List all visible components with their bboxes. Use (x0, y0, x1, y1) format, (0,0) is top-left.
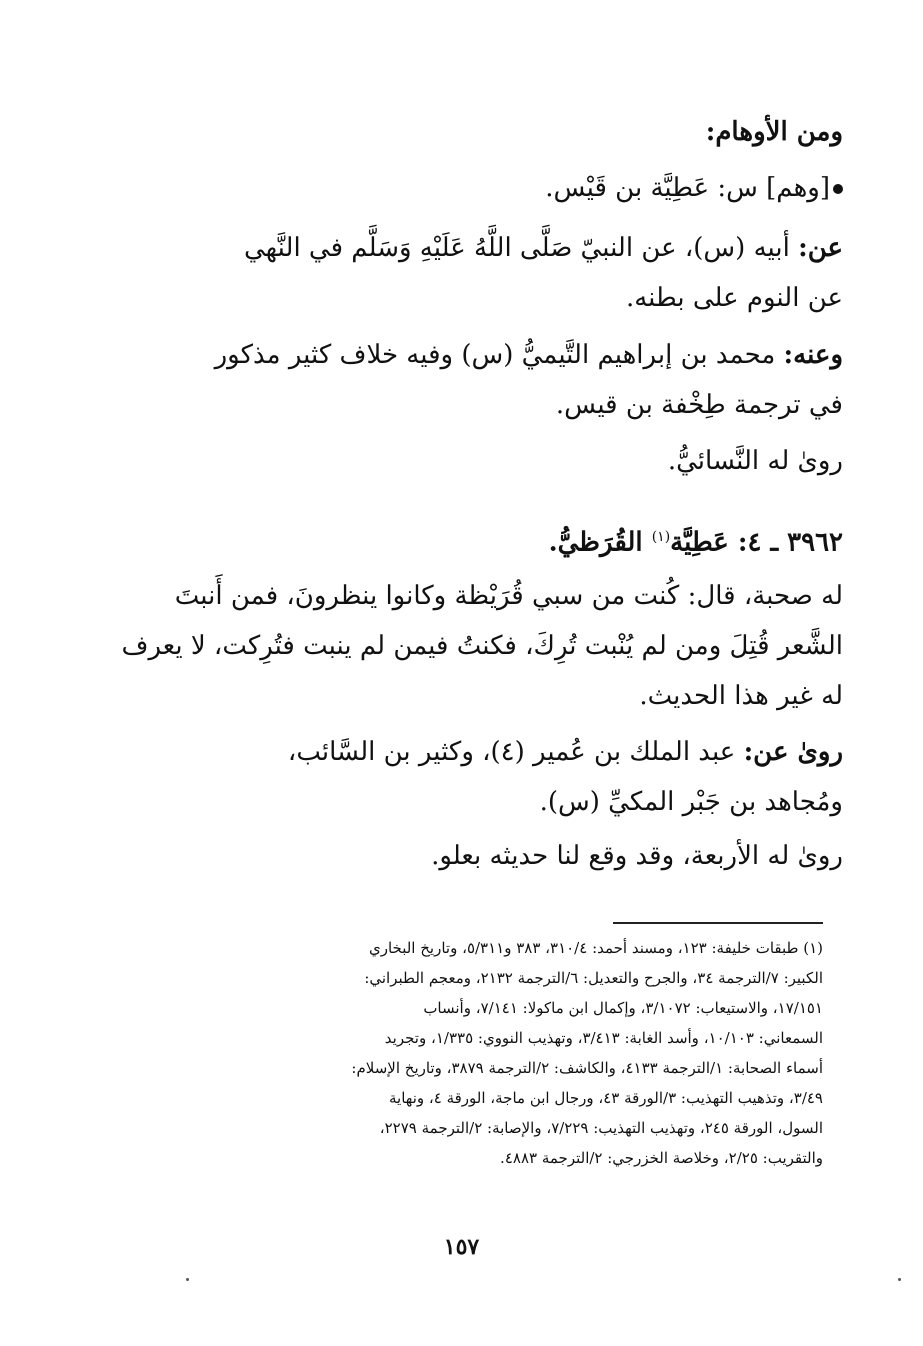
desc-line-2: الشَّعر قُتِلَ ومن لم يُنْبت تُرِكَ، فكنتُ فيمن لم ينبت فتُرِكت، لا يعرف (121, 631, 843, 661)
wanhu-line-1 (215, 337, 843, 373)
footnote-line: الكبير: ٧/الترجمة ٣٤، والجرح والتعديل: ٦/الترجمة ٢١٣٢، ومعجم الطبراني: (364, 969, 823, 987)
section-heading: ومن الأوهام: (705, 117, 843, 147)
wanhu-label: وعنه: (783, 340, 843, 370)
rawa-nasai: روىٰ له النَّسائيُّ. (667, 446, 843, 476)
rawa-an-line-1 (288, 734, 843, 770)
wahm-prefix: [وهم] (766, 173, 830, 203)
footnote-line: ٣/٤٩، وتذهيب التهذيب: ٣/الورقة ٤٣، ورجال ابن ماجة، الورقة ٤، ونهاية (389, 1089, 823, 1107)
footnote-line: ١٧/١٥١، والاستيعاب: ٣/١٠٧٢، وإكمال ابن ماكولا: ٧/١٤١، وأنساب (423, 999, 823, 1017)
bullet-icon (833, 184, 843, 194)
footnote-line: (١) طبقات خليفة: ١٢٣، ومسند أحمد: ٣١٠/٤، ٣٨٣ و٥/٣١١، وتاريخ البخاري (368, 939, 823, 957)
footnote-ref: (١) (651, 529, 671, 545)
rawa-an-text-2: ومُجاهد بن جَبْر المكيِّ (س). (539, 787, 843, 817)
wanhu-text-1: محمد بن إبراهيم التَّيميُّ (س) وفيه خلاف كثير مذكور (214, 340, 776, 370)
footnote-line: والتقريب: ٢/٢٥، وخلاصة الخزرجي: ٢/الترجمة ٤٨٨٣. (500, 1149, 823, 1167)
footnote-line: أسماء الصحابة: ١/الترجمة ٤١٣٣، والكاشف: ٢/الترجمة ٣٨٧٩، وتاريخ الإسلام: (351, 1059, 823, 1077)
an-label: عن: (798, 233, 843, 263)
desc-line-1: له صحبة، قال: كُنت من سبي قُرَيْظة وكانوا ينظرونَ، فمن أَنبتَ (174, 581, 843, 611)
entry-number-name: ٣٩٦٢ ـ ٤: عَطِيَّة (670, 527, 843, 558)
entry-nisba: القُرَظيُّ. (548, 527, 643, 558)
rawa-an-label: روىٰ عن: (743, 737, 843, 767)
footnote-line: السول، الورقة ٢٤٥، وتهذيب التهذيب: ٧/٢٢٩، والإصابة: ٢/الترجمة ٢٢٧٩، (379, 1119, 823, 1137)
desc-line-3: له غير هذا الحديث. (639, 681, 843, 711)
scan-speck (898, 1278, 901, 1281)
an-text-2: عن النوم على بطنه. (625, 283, 843, 313)
page-number: ١٥٧ (443, 1234, 480, 1260)
wahm-entry (545, 170, 843, 206)
an-text-1: أبيه (س)، عن النبيّ صَلَّى اللَّهُ عَلَيْهِ وَسَلَّم في النَّهي (244, 233, 790, 263)
footnote-separator (613, 922, 823, 924)
wahm-text: س: عَطِيَّة بن قَيْس. (545, 173, 758, 203)
entry-heading (549, 519, 843, 561)
rawa-an-text-1: عبد الملك بن عُمير (٤)، وكثير بن السَّائب، (287, 737, 736, 767)
wanhu-text-2: في ترجمة طِخْفة بن قيس. (555, 390, 843, 420)
an-line-1 (244, 230, 843, 266)
rawa-arbaa: روىٰ له الأربعة، وقد وقع لنا حديثه بعلو. (431, 841, 843, 871)
footnote-line: السمعاني: ١٠/١٠٣، وأسد الغابة: ٣/٤١٣، وتهذيب النووي: ١/٣٣٥، وتجريد (384, 1029, 823, 1047)
scan-speck (186, 1278, 189, 1281)
